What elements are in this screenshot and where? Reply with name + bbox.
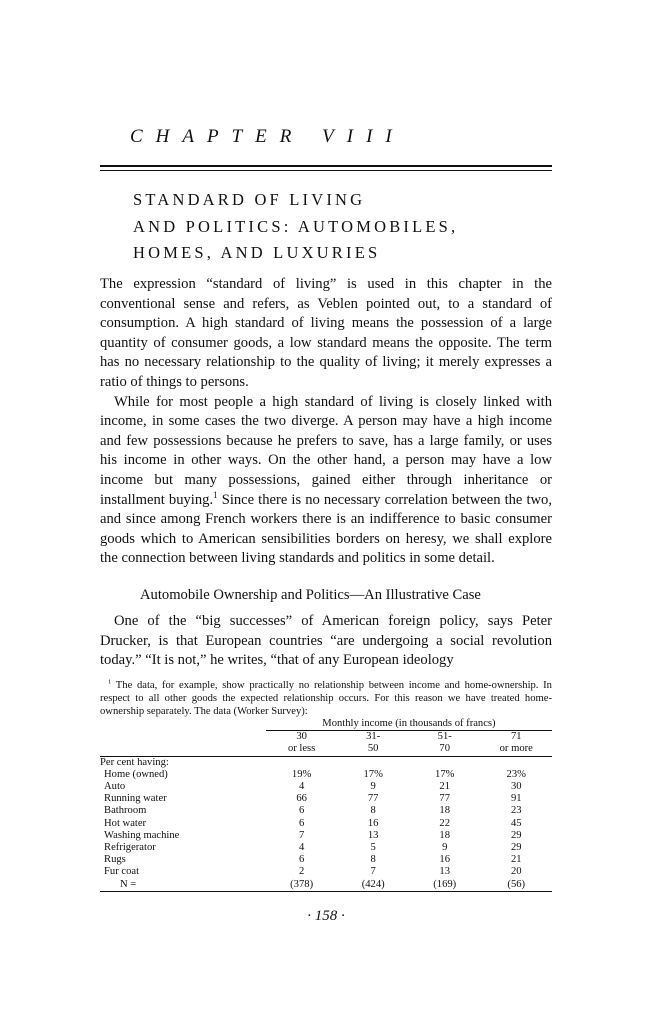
paragraph (100, 393, 552, 569)
table-cell: 21 (510, 854, 522, 866)
paragraph-text: While for most people a high standard of living is closely linked with income, in some cases the two diverge. A person may have a high income and few possessions because he prefers to save, has a large family, or uses his income in other ways. On the other hand, a person may have a low income but many possessions, gained either through inheritance or installment buying. (100, 393, 552, 508)
column-header: 51- (409, 731, 481, 744)
section-subheading: Automobile Ownership and Politics—An Illustrative Case (140, 587, 481, 603)
title-line: AND POLITICS: AUTOMOBILES, (133, 216, 459, 236)
table-cell: 18 (439, 829, 451, 841)
footnote-marker: 1 (213, 489, 218, 500)
column-header: 71 (481, 731, 553, 744)
table-cell: 7 (298, 829, 305, 841)
table-cell: (56) (481, 879, 553, 892)
row-label: Refrigerator (104, 842, 156, 854)
table-cell: 6 (298, 805, 305, 817)
footnote (100, 679, 552, 719)
heading-rule-thick (100, 165, 552, 167)
table-cell: (424) (337, 879, 409, 892)
row-label: Hot water (104, 817, 147, 829)
column-header: or less (266, 743, 338, 756)
column-header: 30 (266, 731, 338, 744)
table-row (100, 805, 552, 817)
column-header: or more (481, 743, 553, 756)
paragraph-text: Since there is no necessary correlation between the two, and since among French workers there is an indifference to basic consumer goods which to American sensibilities borders on heresy, we shall explore the connection between living standards and politics in some detail. (100, 491, 552, 567)
table-cell: 2 (298, 866, 305, 878)
table-cell: 77 (367, 793, 379, 805)
table-cell: 16 (367, 817, 379, 829)
table-row (100, 830, 552, 842)
table-cell: 19% (291, 768, 312, 780)
footnote-number: 1 (108, 678, 112, 686)
table-cell: 77 (439, 793, 451, 805)
table-cell: 7 (370, 866, 376, 878)
table-total-row (100, 879, 552, 892)
table-cell: 23 (510, 805, 522, 817)
row-label: Home (owned) (104, 768, 168, 780)
table-cell: 17% (363, 768, 383, 780)
table-cell: 20 (510, 866, 522, 878)
title-line: STANDARD OF LIVING (133, 190, 366, 209)
table-cell: 5 (370, 842, 376, 854)
chapter-title (133, 187, 458, 267)
chapter-heading: CHAPTER VIII (130, 126, 405, 147)
heading-rule-thin (100, 170, 552, 171)
table-cell: 6 (298, 854, 305, 866)
table-section-label: Per cent having: (100, 756, 169, 768)
table-row (100, 842, 552, 854)
row-label: Bathroom (104, 805, 147, 817)
table-cell: (169) (409, 879, 481, 892)
footnote-text: The data, for example, show practically no relationship between income and home-ownership. In respect to all other goods the expected relationship occurs. For this reason we have treated home-ownership separately. The data (Worker Survey): (100, 680, 552, 718)
row-label: Fur coat (104, 866, 140, 878)
table-row (100, 866, 552, 878)
table-banner: Monthly income (in thousands of francs) (322, 718, 496, 729)
table-row (100, 818, 552, 830)
table-cell: 45 (510, 817, 522, 829)
table-body (100, 769, 552, 892)
paragraph: One of the “big successes” of American foreign policy, says Peter Drucker, is that European countries “are undergoing a social revolution today.” “It is not,” he writes, “that of any European ideology (100, 613, 552, 669)
row-label: Washing machine (104, 829, 180, 841)
table-cell: 18 (439, 805, 451, 817)
table-cell: 66 (296, 793, 307, 805)
table-cell: 29 (510, 829, 522, 841)
row-label: N = (100, 879, 266, 892)
table-cell: 16 (439, 854, 451, 866)
table-cell: 13 (367, 829, 379, 841)
table-row (100, 781, 552, 793)
column-header: 70 (409, 743, 481, 756)
row-label: Rugs (104, 854, 126, 866)
table-cell: 21 (439, 781, 451, 793)
table-cell: 8 (370, 854, 376, 866)
table-cell: 13 (439, 866, 451, 878)
paragraph: The expression “standard of living” is used in this chapter in the conventional sense and refers, as Veblen pointed out, to a standard of consumption. A high standard of living means the possession of a large quantity of consumer goods, a low standard means the opposite. The term has no necessary relationship to the quality of living; it merely expresses a ratio of things to persons. (100, 276, 552, 390)
table-cell: 4 (298, 842, 305, 854)
column-header: 31- (337, 731, 409, 744)
table-cell: (378) (266, 879, 338, 892)
table-row (100, 854, 552, 866)
table-cell: 29 (510, 842, 522, 854)
body-text (100, 275, 552, 569)
column-header: 50 (337, 743, 409, 756)
table-cell: 23% (506, 768, 526, 780)
table-cell: 9 (370, 781, 376, 793)
income-goods-table (100, 718, 552, 892)
row-label: Running water (104, 793, 167, 805)
page-number: · 158 · (307, 908, 345, 924)
table-cell: 9 (442, 842, 448, 854)
table-cell: 30 (510, 781, 522, 793)
title-line: HOMES, AND LUXURIES (133, 243, 381, 262)
table-cell: 91 (510, 793, 522, 805)
table-cell: 4 (298, 781, 305, 793)
table-row (100, 769, 552, 781)
table-row (100, 793, 552, 805)
table-cell: 8 (370, 805, 376, 817)
table-cell: 6 (298, 817, 305, 829)
row-label: Auto (104, 781, 126, 793)
table-cell: 22 (439, 817, 451, 829)
table-cell: 17% (435, 768, 455, 780)
